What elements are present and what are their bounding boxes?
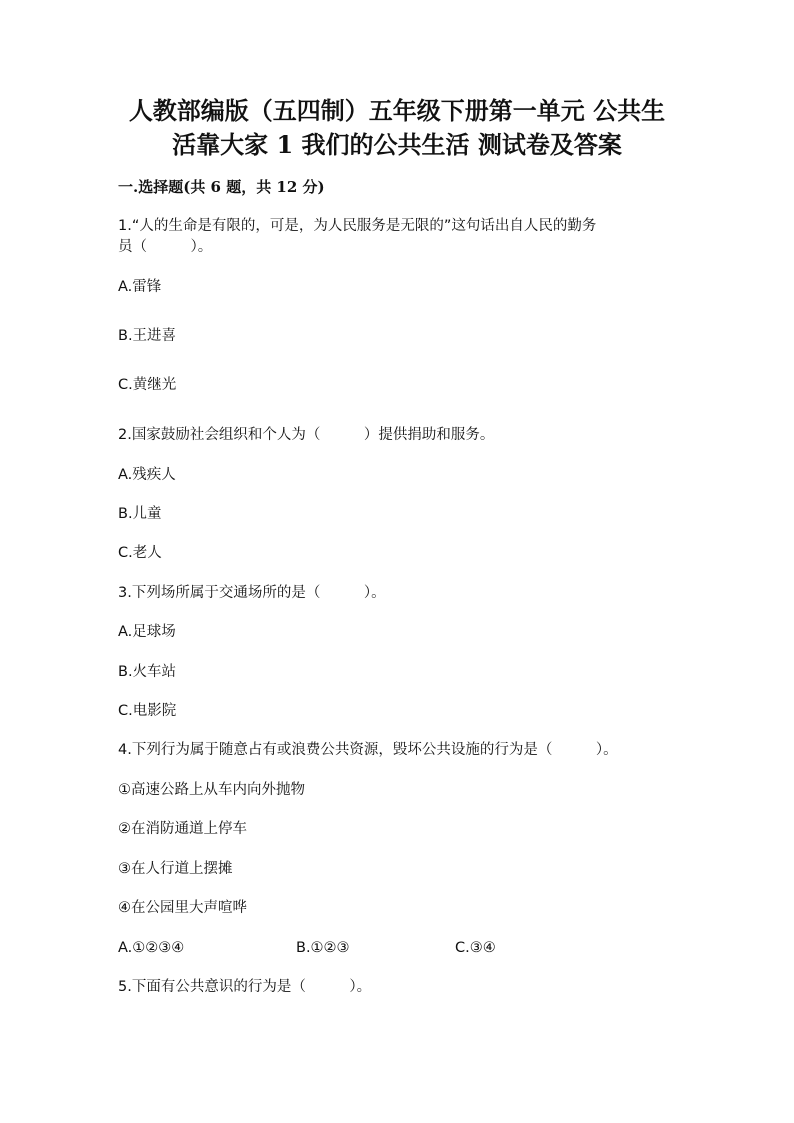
question-1-option-a: A.雷锋 <box>118 279 162 295</box>
section-heading: 一.选择题(共 6 题，共 12 分) <box>118 178 325 196</box>
question-5-stem: 5.下面有公共意识的行为是（ ）。 <box>118 979 372 995</box>
document-title-line-1: 人教部编版（五四制）五年级下册第一单元 公共生 <box>128 96 666 125</box>
question-4-item-3: ③在人行道上摆摊 <box>118 861 233 877</box>
question-3-option-c: C.电影院 <box>118 703 177 719</box>
question-4-option-c: C.③④ <box>455 940 496 956</box>
question-3-option-b: B.火车站 <box>118 664 177 680</box>
question-1-stem-line-2: 员（ ）。 <box>118 239 213 255</box>
question-4-option-b: B.①②③ <box>296 940 350 956</box>
question-1-option-b: B.王进喜 <box>118 328 177 344</box>
question-4-item-2: ②在消防通道上停车 <box>118 821 247 837</box>
question-2-option-b: B.儿童 <box>118 506 162 522</box>
question-3-option-a: A.足球场 <box>118 624 176 640</box>
question-1-option-c: C.黄继光 <box>118 377 177 393</box>
question-2-option-c: C.老人 <box>118 545 162 561</box>
document-title-line-2: 活靠大家 1 我们的公共生活 测试卷及答案 <box>172 130 622 159</box>
question-3-stem: 3.下列场所属于交通场所的是（ ）。 <box>118 585 386 601</box>
question-4-item-4: ④在公园里大声喧哗 <box>118 900 247 916</box>
question-1-stem-line-1: 1.“人的生命是有限的，可是，为人民服务是无限的”这句话出自人民的勤务 <box>118 218 597 234</box>
question-4-option-a: A.①②③④ <box>118 940 185 956</box>
question-2-option-a: A.残疾人 <box>118 467 176 483</box>
question-4-stem: 4.下列行为属于随意占有或浪费公共资源，毁坏公共设施的行为是（ ）。 <box>118 742 618 758</box>
question-4-item-1: ①高速公路上从车内向外抛物 <box>118 782 305 798</box>
question-2-stem: 2.国家鼓励社会组织和个人为（ ）提供捐助和服务。 <box>118 427 495 443</box>
